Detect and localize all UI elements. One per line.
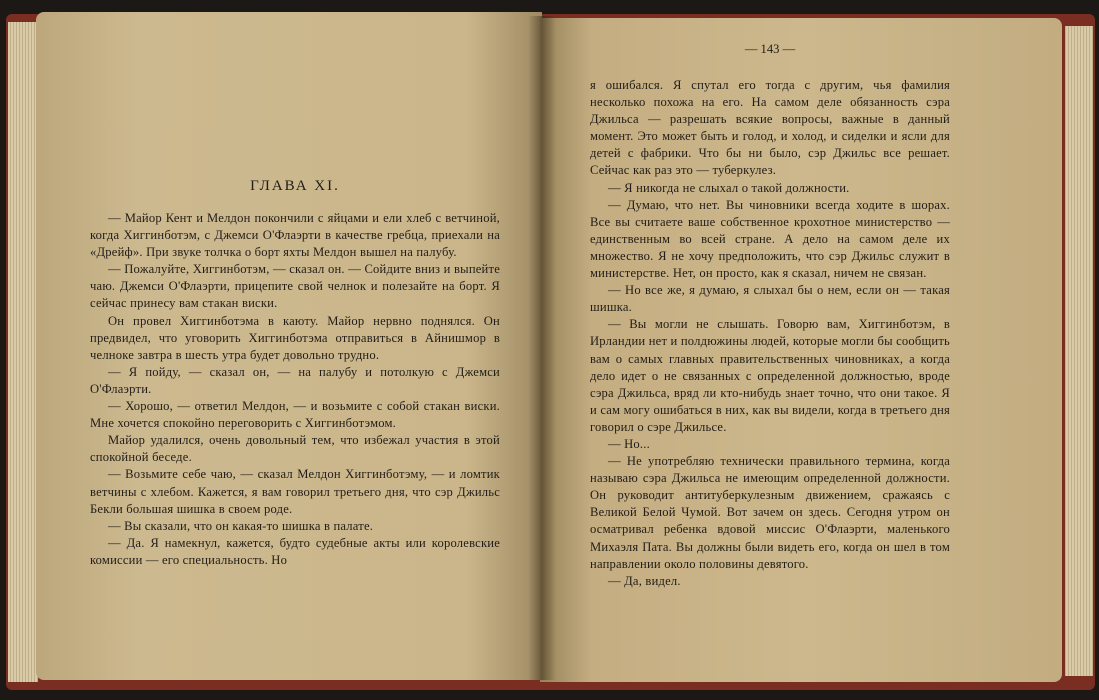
paragraph: — Но все же, я думаю, я слыхал бы о нем, если он — такая шишка. [590,283,950,315]
paragraph: я ошибался. Я спутал его тогда с другим, чья фамилия несколько похожа на его. На самом деле обязанность сэра Джильса — разрешать всякие вопросы, важные в данный момент. Это может быть и голод, и холод, и сиделки и ясли для детей с фабрики. Что бы ни было, сэр Джильс все решает. Сейчас как раз это — туберкулез. [590,78,950,178]
paragraph: — Думаю, что нет. Вы чиновники всегда ходите в шорах. Все вы считаете ваше собственное крохотное министерство — единственным во всей стране. А дело на самом деле их множество. Я не хочу предположить, что сэр Джильс служит в министерстве. Нет, он просто, как я сказал, ничем не связан. [590,197,950,281]
paragraph: — Пожалуйте, Хиггинботэм, — сказал он. — Сойдите вниз и выпейте чаю. Джемси О'Флаэрти, прицепите свой челнок и полезайте на борт. Я сейчас принесу вам стакан виски. [90,262,500,311]
right-page-text [590,77,950,590]
paragraph: — Вы сказали, что он какая-то шишка в палате. [108,518,374,533]
paragraph: — Возьмите себе чаю, — сказал Мелдон Хиггинботэму, — и ломтик ветчины с хлебом. Кажется, я вам говорил третьего дня, что сэр Джильс Бекли большая шишка в своем роде. [90,467,500,516]
paragraph: — Я пойду, — сказал он, — на палубу и потолкую с Джемси О'Флаэрти. [90,364,500,396]
paragraph: — Вы могли не слышать. Говорю вам, Хиггинботэм, в Ирландии нет и полдюжины людей, которые могли бы сообщить вам о самых главных правительственных чиновниках, а когда дело идет о не связанных с определенной должностью, вроде сэра Джильса, вряд ли кто-нибудь знает точно, что они такое. Я и сам могу ошибаться в них, как вы видели, когда в третьего дня говорил о сэре Джильсе. [590,317,950,434]
paragraph: — Не употребляю технически правильного термина, когда называю сэра Джильса не имеющим определенной должности. Он руководит антитуберкулезным движением, сражаясь с Великой Белой Чумой. Вот зачем он здесь. Сегодня утром он осматривал ребенка вдовой миссис О'Флаэрти, маленького Михаэля Пата. Вы должны были видеть его, когда он шел в том направлении около половины девятого. [590,454,950,571]
page-edges-right [1065,26,1093,676]
page-edges-left [8,22,38,682]
book-gutter [528,16,556,680]
paragraph: — Хорошо, — ответил Мелдон, — и возьмите с собой стакан виски. Мне хочется спокойно переговорить с Хиггинботэмом. [90,399,500,431]
paragraph: — Но... [608,436,650,451]
paragraph: — Майор Кент и Мелдон покончили с яйцами и ели хлеб с ветчиной, когда Хиггинботэм, с Джемси О'Флаэрти в качестве гребца, приехали на «Дрейф». При звуке толчка о борт яхты Мелдон вышел на палубу. [90,211,500,260]
paragraph: — Да, видел. [608,573,681,588]
chapter-title: ГЛАВА XI. [250,178,340,194]
paragraph: — Я никогда не слыхал о такой должности. [608,180,850,195]
left-page-text [90,210,500,569]
paragraph: Майор удалился, очень довольный тем, что избежал участия в этой спокойной беседе. [90,433,500,465]
paragraph: — Да. Я намекнул, кажется, будто судебные акты или королевские комиссии — его специальность. Но [90,535,500,567]
page-number: — 143 — [744,42,796,56]
paragraph: Он провел Хиггинботэма в каюту. Майор нервно поднялся. Он предвидел, что уговорить Хиггинботэма отправиться в Айнишмор в челноке завтра в шесть утра будет довольно трудно. [90,313,500,362]
